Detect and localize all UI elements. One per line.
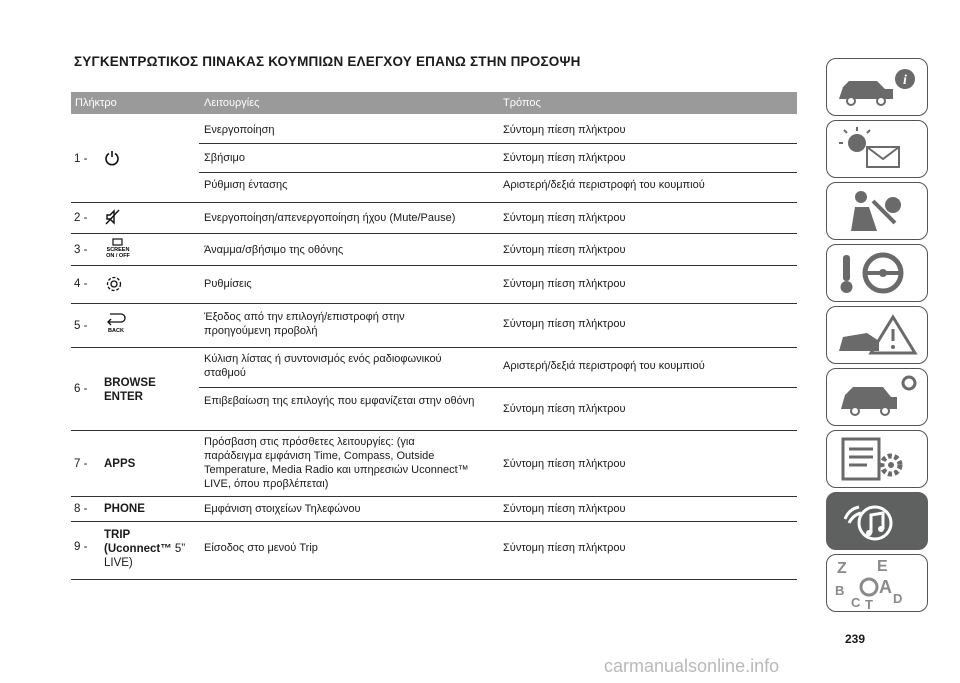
tab-multimedia[interactable] [826,492,928,550]
car-info-icon [827,59,927,115]
svg-text:T: T [865,597,873,611]
settings-gear-icon [104,274,124,299]
sub-row [199,116,797,144]
tab-starting-driving[interactable] [826,244,928,302]
mode-text: Σύντομη πίεση πλήκτρου [503,458,626,470]
svg-text:B: B [835,583,845,598]
browse-enter-key: BROWSE ENTER [104,377,156,403]
screen-size-label: 5” [171,543,186,555]
svg-text:E: E [877,558,888,575]
row-number: 5 - [74,320,88,332]
function-text: Ρύθμιση έντασης [204,179,288,191]
function-text: Επιβεβαίωση της επιλογής που εμφανίζεται στην οθόνη [204,395,475,407]
table-row [71,348,797,431]
header-functions: Λειτουργίες [204,97,260,109]
uconnect-label: (Uconnect™ [104,543,172,555]
screen-onoff-icon [104,238,132,265]
mode-text: Σύντομη πίεση πλήκτρου [503,212,626,224]
function-text: Πρόσβαση στις πρόσθετες λειτουργίες: (για παράδειγμα εμφάνιση Time, Compass, Outside Temperature, Media Radio και υπηρεσιών Uconnect™ LIVE, όπου προβλέπεται) [204,436,469,490]
row-number: 4 - [74,278,88,290]
svg-text:C: C [851,595,861,610]
mode-text: Αριστερή/δεξιά περιστροφή του κουμπιού [503,179,705,191]
technical-data-gear-icon [827,431,927,487]
warning-lights-message-icon [827,121,927,177]
watermark: carmanualsonline.info [604,656,780,676]
row-number: 6 - [74,383,88,395]
tab-car-info[interactable] [826,58,928,116]
svg-text:A: A [879,577,892,597]
row-number: 9 - [74,541,88,553]
tab-technical-data[interactable] [826,430,928,488]
function-text: Σβήσιμο [204,152,245,164]
tab-emergency[interactable] [826,306,928,364]
mode-text: Σύντομη πίεση πλήκτρου [503,403,626,415]
table-row [71,431,797,497]
car-maintenance-icon [827,369,927,425]
key-steering-wheel-icon [827,245,927,301]
table-row [71,234,797,266]
table-row [71,203,797,234]
page-number: 239 [845,632,866,646]
mode-text: Σύντομη πίεση πλήκτρου [503,318,626,330]
tab-maintenance[interactable] [826,368,928,426]
mode-text: Σύντομη πίεση πλήκτρου [503,124,626,136]
table-row [71,266,797,304]
svg-text:ON / OFF: ON / OFF [106,253,130,259]
header-key: Πλήκτρο [75,97,117,109]
function-text: Έξοδος από την επιλογή/επιστροφή στην προηγούμενη προβολή [204,311,405,337]
row-number: 7 - [74,458,88,470]
table-row [71,497,797,522]
function-text: Είσοδος στο μενού Trip [204,542,318,554]
mute-icon [104,208,122,231]
svg-text:i: i [903,73,907,88]
apps-key: APPS [104,458,136,470]
svg-text:Z: Z [837,560,847,577]
function-text: Άναμμα/σβήσιμο της οθόνης [204,244,344,256]
sub-row [199,348,797,388]
emergency-triangle-crash-icon [827,307,927,363]
power-icon [104,150,120,171]
live-label: LIVE) [104,557,133,569]
function-text: Ρυθμίσεις [204,278,252,290]
sub-row [199,144,797,173]
svg-text:D: D [893,591,903,606]
mode-text: Αριστερή/δεξιά περιστροφή του κουμπιού [503,360,705,372]
controls-table [71,116,797,580]
function-text: Ενεργοποίηση/απενεργοποίηση ήχου (Mute/Pause) [204,212,456,224]
svg-text:BACK: BACK [108,328,124,334]
table-row [71,116,797,203]
trip-key-label: TRIP [104,529,131,541]
table-row [71,304,797,348]
row-number: 3 - [74,244,88,256]
mode-text: Σύντομη πίεση πλήκτρου [503,278,626,290]
tab-safety[interactable] [826,182,928,240]
seat-airbag-safety-icon [827,183,927,239]
row-number: 8 - [74,503,88,515]
mode-text: Σύντομη πίεση πλήκτρου [503,542,626,554]
mode-text: Σύντομη πίεση πλήκτρου [503,503,626,515]
phone-key: PHONE [104,503,145,515]
mode-text: Σύντομη πίεση πλήκτρου [503,244,626,256]
header-mode: Τρόπος [503,97,541,109]
function-text: Ενεργοποίηση [204,124,275,136]
page-title: ΣΥΓΚΕΝΤΡΩΤΙΚΟΣ ΠΙΝΑΚΑΣ ΚΟΥΜΠΙΩΝ ΕΛΕΓΧΟΥ ΕΠΑΝΩ ΣΤΗΝ ΠΡΟΣΟΨΗ [74,54,581,69]
back-icon [104,310,128,339]
svg-text:SCREEN: SCREEN [106,247,130,253]
row-number: 1 - [74,153,88,165]
row-number: 2 - [74,212,88,224]
function-text: Κύλιση λίστας ή συντονισμός ενός ραδιοφωνικού σταθμού [204,353,442,379]
tab-warning-lights[interactable] [826,120,928,178]
trip-key [104,528,194,570]
multimedia-music-icon [827,493,927,549]
mode-text: Σύντομη πίεση πλήκτρου [503,152,626,164]
table-header [71,92,797,114]
table-row [71,522,797,580]
tab-index[interactable] [826,554,928,612]
alphabetical-index-icon [827,555,927,611]
function-text: Εμφάνιση στοιχείων Τηλεφώνου [204,503,361,515]
